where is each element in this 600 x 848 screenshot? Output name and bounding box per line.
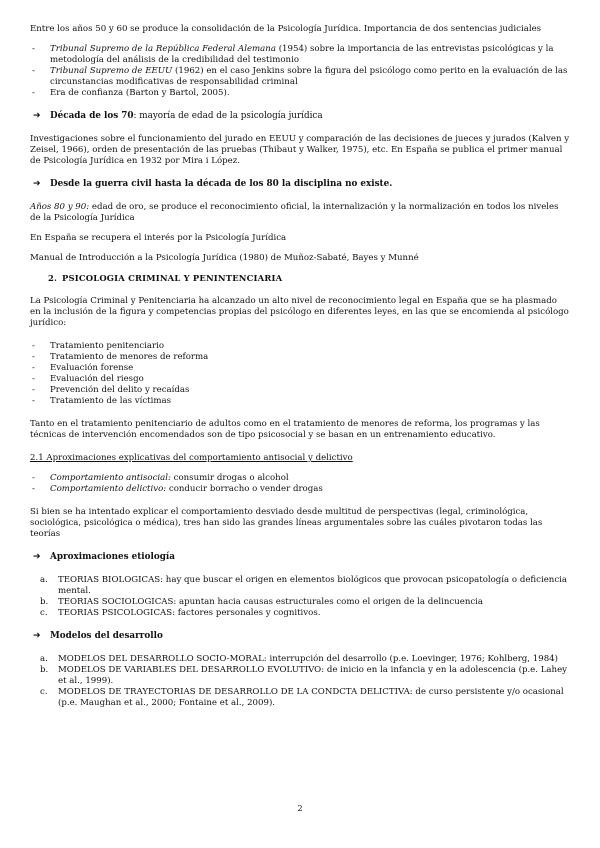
list-item: - Evaluación forense — [30, 363, 570, 374]
paragraph-manual: Manual de Introducción a la Psicología Jurídica (1980) de Muñoz-Sabaté, Bayes y Munné — [30, 253, 419, 263]
arrow-right-icon: ➔ — [33, 631, 41, 641]
page-number: 2 — [297, 804, 303, 813]
list-item: - Comportamiento antisocial: consumir drogas o alcohol — [30, 473, 570, 484]
list-item: - Tratamiento de las víctimas — [30, 396, 570, 407]
heading-decade-70: ➔ Década de los 70: mayoría de edad de la psicología jurídica — [33, 111, 323, 121]
heading-development-models: ➔ Modelos del desarrollo — [33, 631, 163, 641]
list-item: - Tribunal Supremo de la República Federal Alemana (1954) sobre la importancia de las entrevistas psicológicas y la metodología del análisis de la credibilidad del testimonio — [30, 44, 570, 66]
paragraph-section-2: La Psicología Criminal y Penitenciaria ha alcanzado un alto nivel de reconocimiento legal en España que se ha plasmado en la inclusión de la figura y competencias propias del psicólogo en diferentes leyes, en las que se encomienda al psicólogo jurídico: — [30, 296, 569, 328]
paragraph-decade-80: Años 80 y 90: edad de oro, se produce el reconocimiento oficial, la internalización y la normalización en todos los niveles de la Psicología Jurídica — [30, 202, 559, 223]
section-2-heading: 2. PSICOLOGIA CRIMINAL Y PENINTENCIARIA — [48, 273, 283, 283]
paragraph-decade-70: Investigaciones sobre el funcionamiento del jurado en EEUU y comparación de las decisiones de jueces y jurados (Kalven y Zeisel, 1966), orden de presentación de las pruebas (Thibaut y Walker, 1975), etc. En España se publica el primer manual de Psicología Jurídica en 1932 por Mira i López. — [30, 134, 570, 166]
intro-paragraph: Entre los años 50 y 60 se produce la consolidación de la Psicología Jurídica. Importancia de dos sentencias judiciales — [30, 24, 542, 34]
list-item: b. TEORIAS SOCIOLOGICAS: apuntan hacia causas estructurales como el origen de la delincuencia — [40, 597, 484, 607]
list-item: a. MODELOS DEL DESARROLLO SOCIO-MORAL: interrupción del desarrollo (p.e. Loevinger, 1976; Kohlberg, 1984) — [40, 654, 558, 664]
list-item: - Tratamiento penitenciario — [30, 341, 570, 352]
list-item: - Tratamiento de menores de reforma — [30, 352, 570, 363]
list-item: - Prevención del delito y recaídas — [30, 385, 570, 396]
arrow-right-icon: ➔ — [33, 552, 41, 562]
list-item: - Evaluación del riesgo — [30, 374, 570, 385]
list-item: c. MODELOS DE TRAYECTORIAS DE DESARROLLO DE LA CONDCTA DELICTIVA: de curso persistente y/o ocasional (p.e. Maughan et al., 2000; Fontaine et al., 2009). — [40, 687, 564, 708]
etiology-list — [30, 575, 570, 619]
paragraph-treatment: Tanto en el tratamiento penitenciario de adultos como en el tratamiento de menores de reforma, los programas y las técnicas de intervención encomendados son de tipo psicosocial y se basan en un entrenamiento educativo. — [30, 419, 540, 440]
heading-civil-war: ➔ Desde la guerra civil hasta la década de los 80 la disciplina no existe. — [33, 179, 393, 189]
list-item: - Tribunal Supremo de EEUU (1962) en el caso Jenkins sobre la figura del psicólogo como perito en la evaluación de las circunstancias modificativas de responsabilidad criminal — [30, 66, 570, 88]
paragraph-spain: En España se recupera el interés por la Psicología Jurídica — [30, 233, 287, 243]
list-item: c. TEORIAS PSICOLOGICAS: factores personales y cognitivos. — [40, 608, 321, 618]
arrow-right-icon: ➔ — [33, 111, 41, 121]
list-item: - Comportamiento delictivo: conducir borracho o vender drogas — [30, 484, 570, 495]
heading-etiology: ➔ Aproximaciones etiología — [33, 552, 175, 562]
document-page — [30, 24, 570, 709]
list-item: a. TEORIAS BIOLOGICAS: hay que buscar el origen en elementos biológicos que provocan psicopatología o deficiencia mental. — [40, 575, 568, 596]
subsection-2-1-heading: 2.1 Aproximaciones explicativas del comportamiento antisocial y delictivo — [30, 453, 353, 463]
behaviour-list — [30, 473, 570, 495]
paragraph-perspectives: Si bien se ha intentado explicar el comportamiento desviado desde multitud de perspectivas (legal, criminológica, sociológica, psicológica o médica), tres han sido las grandes líneas argumentales sobre las cuáles pivotaron todas las teorías — [30, 507, 543, 539]
sentences-list — [30, 44, 570, 99]
arrow-right-icon: ➔ — [33, 179, 41, 189]
models-list — [30, 654, 570, 709]
list-item: b. MODELOS DE VARIABLES DEL DESARROLLO EVOLUTIVO: de inicio en la infancia y en la adolescencia (p.e. Lahey et al., 1999). — [40, 665, 568, 686]
tasks-list — [30, 341, 570, 407]
list-item: - Era de confianza (Barton y Bartol, 2005). — [30, 88, 570, 99]
